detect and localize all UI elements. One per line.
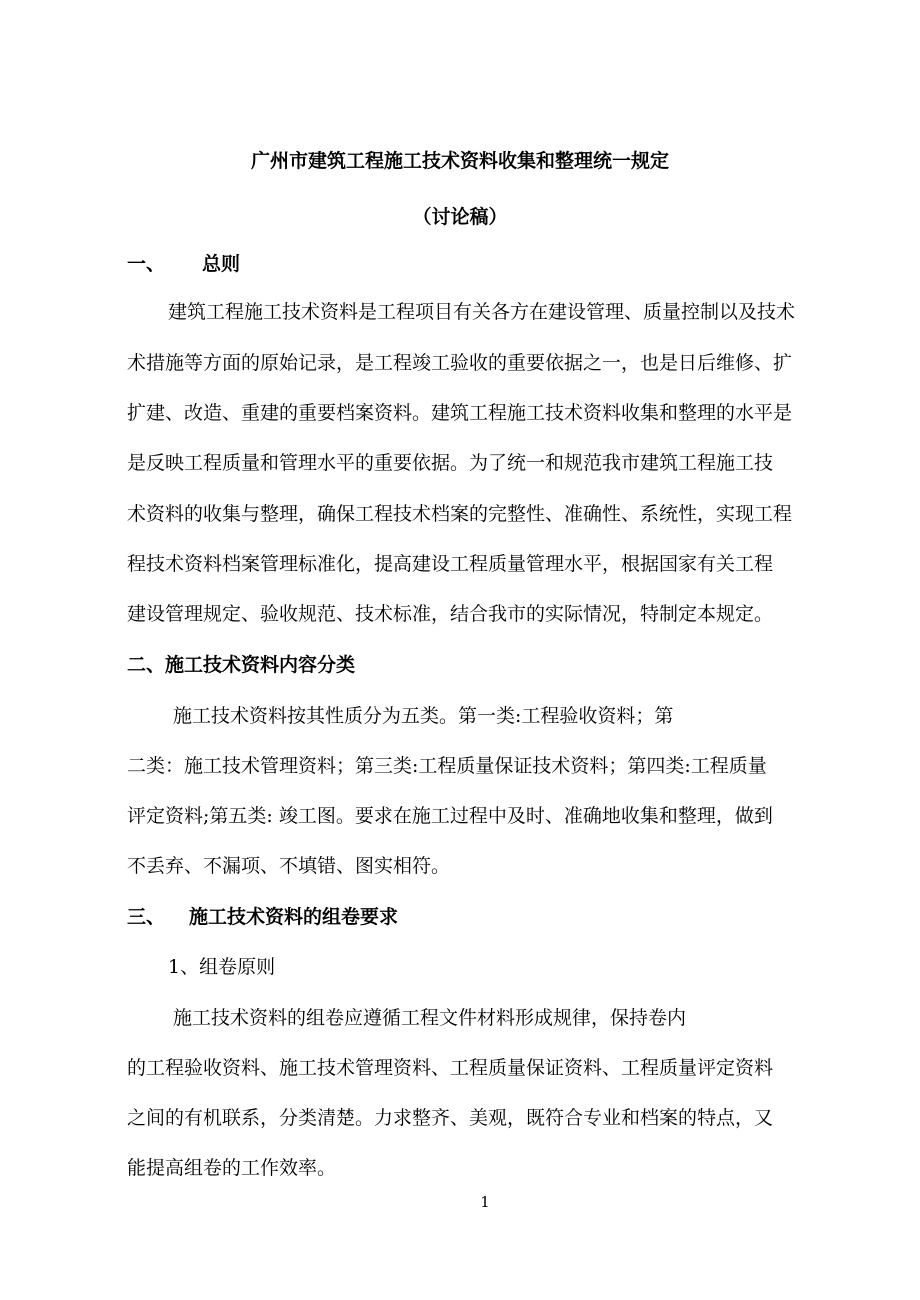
paragraph-line: 能提高组卷的工作效率。 (127, 1157, 337, 1179)
section-number: 三、 (127, 906, 166, 928)
paragraph-line: 扩建、改造、重建的重要档案资料。建筑工程施工技术资料收集和整理的水平是 (127, 402, 793, 424)
paragraph-line: 施工技术资料按其性质分为五类。第一类:工程验收资料；第 (173, 705, 674, 727)
section-title: 总则 (202, 253, 241, 275)
paragraph-line: 二类：施工技术管理资料；第三类:工程质量保证技术资料；第四类:工程质量 (127, 755, 767, 777)
paragraph-line: 是反映工程质量和管理水平的重要依据。为了统一和规范我市建筑工程施工技 (127, 452, 774, 474)
section-1-heading (127, 251, 240, 277)
section-number: 二、 (127, 654, 166, 676)
section-number: 一、 (127, 253, 166, 275)
page-title: 广州市建筑工程施工技术资料收集和整理统一规定 (250, 150, 669, 172)
paragraph-line: 建设管理规定、验收规范、技术标准，结合我市的实际情况，特制定本规定。 (127, 603, 774, 625)
paragraph-line: 评定资料;第五类: 竣工图。要求在施工过程中及时、准确地收集和整理，做到 (127, 805, 773, 827)
paragraph-line: 术措施等方面的原始记录，是工程竣工验收的重要依据之一，也是日后维修、扩 (127, 352, 793, 374)
page-number: 1 (480, 1193, 490, 1211)
section-2-heading (127, 652, 355, 678)
page-subtitle: （讨论稿） (412, 206, 508, 228)
subsection-heading: 1、组卷原则 (168, 956, 276, 978)
paragraph-line: 之间的有机联系，分类清楚。力求整齐、美观，既符合专业和档案的特点，又 (127, 1107, 774, 1129)
section-title: 施工技术资料的组卷要求 (189, 906, 399, 928)
paragraph-line: 施工技术资料的组卷应遵循工程文件材料形成规律，保持卷内 (173, 1007, 687, 1029)
paragraph-line: 的工程验收资料、施工技术管理资料、工程质量保证资料、工程质量评定资料 (127, 1057, 774, 1079)
section-title: 施工技术资料内容分类 (165, 654, 356, 676)
section-3-heading (127, 904, 398, 930)
paragraph-line: 建筑工程施工技术资料是工程项目有关各方在建设管理、质量控制以及技术 (168, 301, 796, 323)
paragraph-line: 程技术资料档案管理标准化，提高建设工程质量管理水平，根据国家有关工程 (127, 553, 774, 575)
paragraph-line: 术资料的收集与整理，确保工程技术档案的完整性、准确性、系统性，实现工程 (127, 503, 793, 525)
paragraph-line: 不丢弃、不漏项、不填错、图实相符。 (127, 855, 451, 877)
